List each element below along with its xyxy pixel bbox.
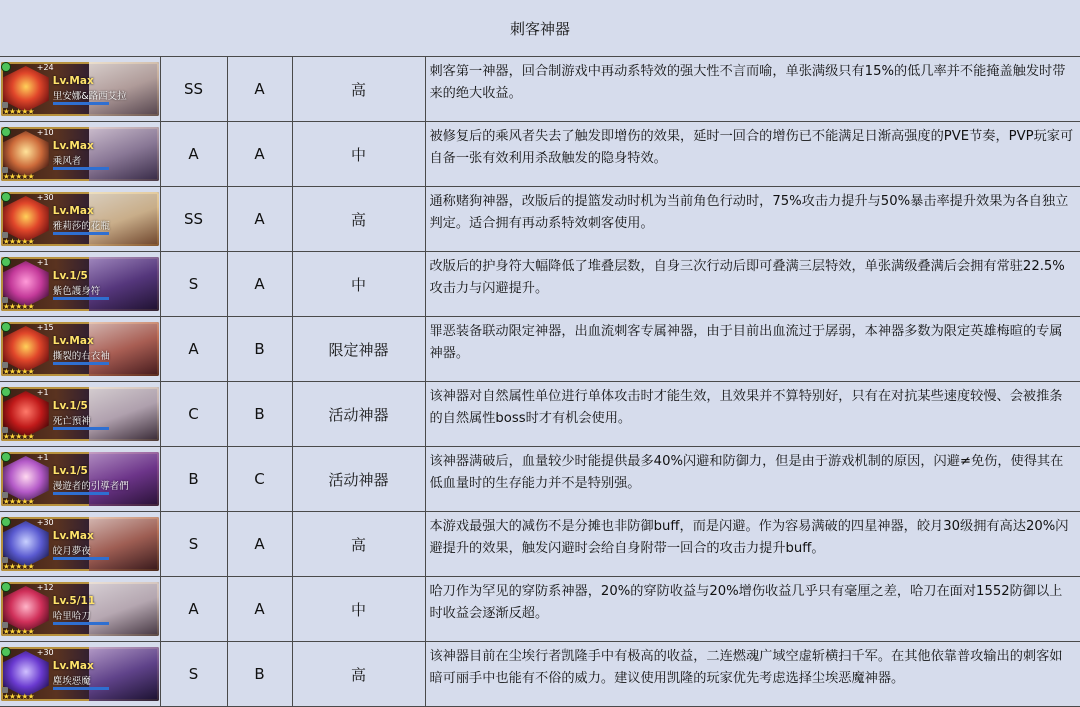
artifact-level: Lv.1/5	[52, 400, 88, 412]
artifact-emblem-icon	[3, 196, 49, 242]
artifact-name: 塵埃惡魔	[52, 676, 91, 687]
pvp-rank: A	[227, 577, 292, 642]
table-row	[0, 57, 1080, 122]
exp-bar	[53, 427, 109, 430]
priority: 中	[292, 252, 425, 317]
artifact-emblem-icon	[3, 391, 49, 437]
artifact-card[interactable]	[1, 452, 159, 506]
element-gem-icon	[1, 452, 11, 462]
exp-bar	[53, 167, 109, 170]
exp-bar	[53, 362, 109, 365]
table-row	[0, 642, 1080, 707]
artifact-card-cell	[0, 187, 160, 252]
artifact-card-cell	[0, 382, 160, 447]
artifact-name: 乘风者	[52, 156, 82, 167]
artifact-card-cell	[0, 447, 160, 512]
enhance-count: +24	[36, 63, 54, 72]
pve-rank: A	[160, 317, 227, 382]
enhance-count: +10	[36, 128, 54, 137]
exp-bar	[53, 557, 109, 560]
pvp-rank: B	[227, 642, 292, 707]
artifact-card[interactable]	[1, 62, 159, 116]
artifact-card[interactable]	[1, 192, 159, 246]
exp-bar	[53, 687, 109, 690]
element-gem-icon	[1, 62, 11, 72]
element-gem-icon	[1, 582, 11, 592]
artifact-card[interactable]	[1, 387, 159, 441]
artifact-name: 撕裂的右衣袖	[52, 351, 110, 362]
priority: 高	[292, 642, 425, 707]
pvp-rank: A	[227, 57, 292, 122]
artifact-name: 里安娜&路西艾拉	[52, 91, 127, 102]
table-row	[0, 447, 1080, 512]
pve-rank: S	[160, 642, 227, 707]
pvp-rank: B	[227, 382, 292, 447]
artifact-emblem-icon	[3, 456, 49, 502]
artifact-level: Lv.1/5	[52, 270, 88, 282]
exp-bar	[53, 232, 109, 235]
star-rating-icon: ★★★★★	[2, 172, 34, 181]
table-row	[0, 122, 1080, 187]
description: 罪恶装备联动限定神器，出血流刺客专属神器，由于目前出血流过于孱弱，本神器多数为限定英雄梅暄的专属神器。	[425, 317, 1080, 382]
enhance-count: +12	[36, 583, 54, 592]
artifact-card-cell	[0, 642, 160, 707]
description: 哈刀作为罕见的穿防系神器，20%的穿防收益与20%增伤收益几乎只有毫厘之差，哈刀在面对1552防御以上时收益会逐渐反超。	[425, 577, 1080, 642]
artifact-card[interactable]	[1, 647, 159, 701]
element-gem-icon	[1, 192, 11, 202]
pvp-rank: C	[227, 447, 292, 512]
star-rating-icon: ★★★★★	[2, 432, 34, 441]
priority: 中	[292, 122, 425, 187]
pve-rank: S	[160, 512, 227, 577]
priority: 高	[292, 57, 425, 122]
artifact-level: Lv.Max	[52, 205, 94, 217]
element-gem-icon	[1, 322, 11, 332]
artifact-portrait	[89, 127, 159, 181]
table-row	[0, 512, 1080, 577]
enhance-count: +1	[36, 258, 49, 267]
description: 改版后的护身符大幅降低了堆叠层数，自身三次行动后即可叠满三层特效，单张满级叠满后会拥有常驻22.5%攻击力与闪避提升。	[425, 252, 1080, 317]
element-gem-icon	[1, 387, 11, 397]
artifact-card[interactable]	[1, 257, 159, 311]
artifact-level: Lv.Max	[52, 140, 94, 152]
element-gem-icon	[1, 647, 11, 657]
priority: 高	[292, 512, 425, 577]
pve-rank: S	[160, 252, 227, 317]
artifact-name: 死亡預神	[52, 416, 91, 427]
artifact-level: Lv.Max	[52, 530, 94, 542]
priority: 限定神器	[292, 317, 425, 382]
pve-rank: A	[160, 577, 227, 642]
description: 刺客第一神器，回合制游戏中再动系特效的强大性不言而喻，单张满级只有15%的低几率并不能掩盖触发时带来的绝大收益。	[425, 57, 1080, 122]
artifact-portrait	[89, 387, 159, 441]
artifact-card-cell	[0, 57, 160, 122]
table-row	[0, 382, 1080, 447]
exp-bar	[53, 622, 109, 625]
pvp-rank: B	[227, 317, 292, 382]
artifact-name: 雅莉莎的花瓶	[52, 221, 110, 232]
artifact-emblem-icon	[3, 261, 49, 307]
table-row	[0, 252, 1080, 317]
artifact-emblem-icon	[3, 586, 49, 632]
star-rating-icon: ★★★★★	[2, 627, 34, 636]
artifact-emblem-icon	[3, 66, 49, 112]
pve-rank: A	[160, 122, 227, 187]
pvp-rank: A	[227, 512, 292, 577]
artifact-portrait	[89, 517, 159, 571]
star-rating-icon: ★★★★★	[2, 497, 34, 506]
artifact-level: Lv.Max	[52, 660, 94, 672]
description: 通称赌狗神器，改版后的提篮发动时机为当前角色行动时，75%攻击力提升与50%暴击率提升效果为各自独立判定。适合拥有再动系特效刺客使用。	[425, 187, 1080, 252]
exp-bar	[53, 297, 109, 300]
star-rating-icon: ★★★★★	[2, 367, 34, 376]
element-gem-icon	[1, 127, 11, 137]
enhance-count: +30	[36, 518, 54, 527]
table-row	[0, 317, 1080, 382]
artifact-card-cell	[0, 577, 160, 642]
pvp-rank: A	[227, 252, 292, 317]
artifact-emblem-icon	[3, 651, 49, 697]
enhance-count: +30	[36, 648, 54, 657]
pve-rank: C	[160, 382, 227, 447]
exp-bar	[53, 492, 109, 495]
description: 该神器对自然属性单位进行单体攻击时才能生效，且效果并不算特别好，只有在对抗某些速度较慢、会被推条的自然属性boss时才有机会使用。	[425, 382, 1080, 447]
artifact-card-cell	[0, 317, 160, 382]
star-rating-icon: ★★★★★	[2, 692, 34, 701]
artifact-level: Lv.1/5	[52, 465, 88, 477]
artifact-card[interactable]	[1, 127, 159, 181]
artifact-card-cell	[0, 122, 160, 187]
pvp-rank: A	[227, 187, 292, 252]
description: 该神器满破后，血量较少时能提供最多40%闪避和防御力，但是由于游戏机制的原因，闪避≠免伤，使得其在低血量时的生存能力并不是特别强。	[425, 447, 1080, 512]
priority: 活动神器	[292, 447, 425, 512]
pve-rank: SS	[160, 187, 227, 252]
star-rating-icon: ★★★★★	[2, 302, 34, 311]
enhance-count: +30	[36, 193, 54, 202]
star-rating-icon: ★★★★★	[2, 107, 34, 116]
artifact-card-cell	[0, 512, 160, 577]
element-gem-icon	[1, 517, 11, 527]
star-rating-icon: ★★★★★	[2, 562, 34, 571]
enhance-count: +1	[36, 453, 49, 462]
artifact-level: Lv.Max	[52, 335, 94, 347]
table-row	[0, 577, 1080, 642]
artifact-name: 哈里哈刀	[52, 611, 91, 622]
enhance-count: +1	[36, 388, 49, 397]
artifact-table	[0, 56, 1080, 707]
artifact-card[interactable]	[1, 517, 159, 571]
exp-bar	[53, 102, 109, 105]
artifact-name: 皎月夢夜	[52, 546, 91, 557]
element-gem-icon	[1, 257, 11, 267]
description: 本游戏最强大的减伤不是分摊也非防御buff，而是闪避。作为容易满破的四星神器，皎月30级拥有高达20%闪避提升的效果，触发闪避时会给自身附带一回合的攻击力提升buff。	[425, 512, 1080, 577]
star-rating-icon: ★★★★★	[2, 237, 34, 246]
artifact-card[interactable]	[1, 322, 159, 376]
artifact-name: 紫色護身符	[52, 286, 101, 297]
artifact-emblem-icon	[3, 521, 49, 567]
artifact-name: 漫遊者的引導者們	[52, 481, 129, 492]
artifact-portrait	[89, 647, 159, 701]
artifact-emblem-icon	[3, 326, 49, 372]
priority: 中	[292, 577, 425, 642]
priority: 活动神器	[292, 382, 425, 447]
pve-rank: SS	[160, 57, 227, 122]
pve-rank: B	[160, 447, 227, 512]
artifact-card-cell	[0, 252, 160, 317]
artifact-level: Lv.5/11	[52, 595, 96, 607]
enhance-count: +15	[36, 323, 54, 332]
pvp-rank: A	[227, 122, 292, 187]
description: 被修复后的乘风者失去了触发即增伤的效果，延时一回合的增伤已不能满足日渐高强度的PVE节奏，PVP玩家可自备一张有效利用杀敌触发的隐身特效。	[425, 122, 1080, 187]
priority: 高	[292, 187, 425, 252]
artifact-level: Lv.Max	[52, 75, 94, 87]
table-title: 刺客神器	[509, 19, 570, 38]
description: 该神器目前在尘埃行者凯隆手中有极高的收益，二连燃魂广域空虚斩横扫千军。在其他依靠普攻输出的刺客如暗可丽手中也能有不俗的威力。建议使用凯隆的玩家优先考虑选择尘埃恶魔神器。	[425, 642, 1080, 707]
artifact-emblem-icon	[3, 131, 49, 177]
table-row	[0, 187, 1080, 252]
